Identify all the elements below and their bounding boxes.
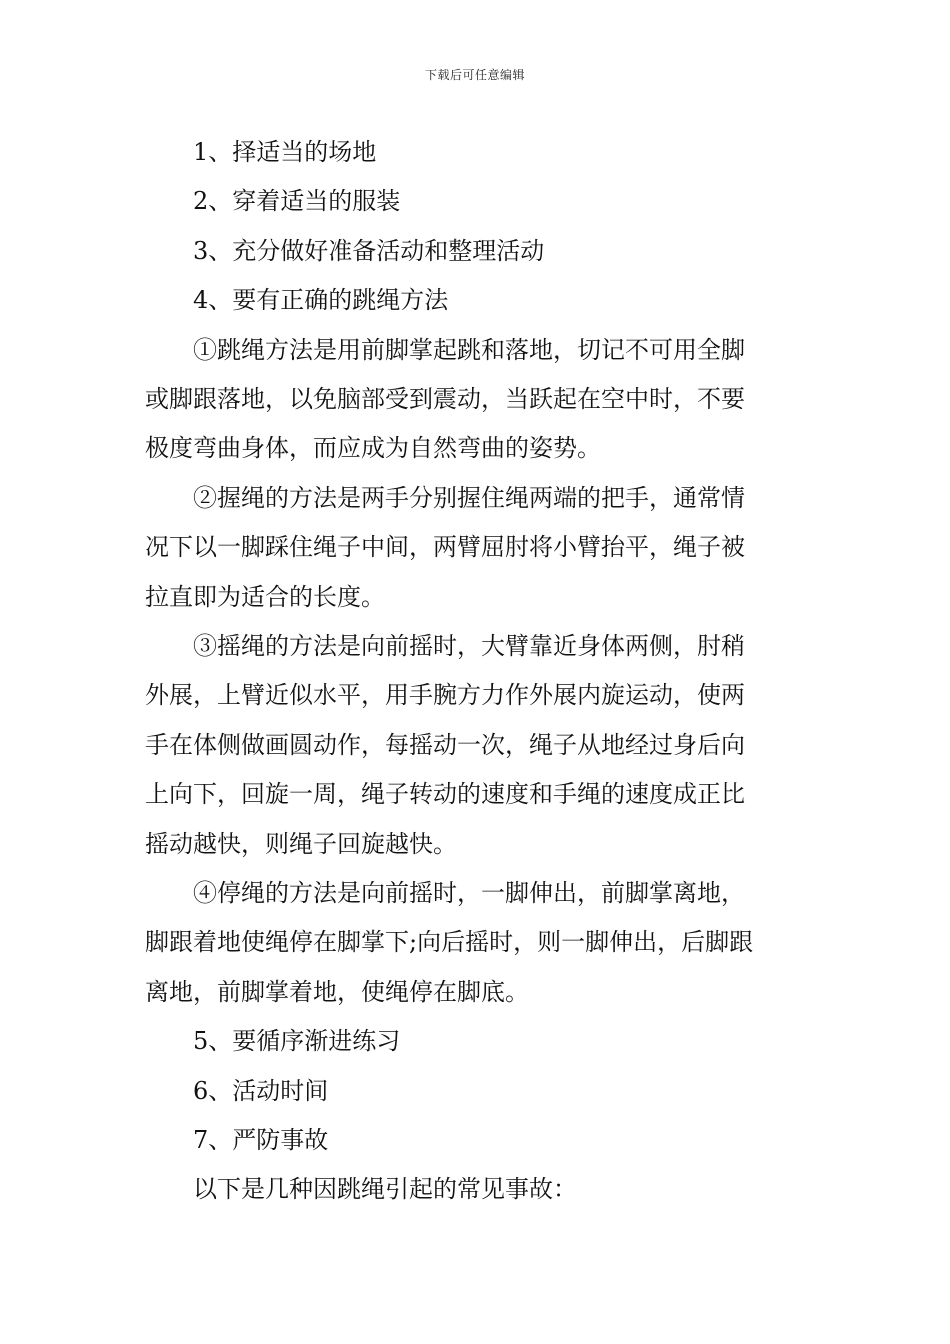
- text-line: 外展，上臂近似水平，用手腕方力作外展内旋运动，使两: [145, 681, 745, 710]
- text-line: 或脚跟落地，以免脑部受到震动，当跃起在空中时，不要: [145, 385, 745, 414]
- accidents-intro: 以下是几种因跳绳引起的常见事故：: [193, 1175, 577, 1204]
- document-body: [145, 128, 807, 1215]
- text-line: 况下以一脚踩住绳子中间，两臂屈肘将小臂抬平，绳子被: [145, 533, 745, 562]
- paragraph-grip-method: [145, 474, 807, 622]
- text-line: ③摇绳的方法是向前摇时，大臂靠近身体两侧，肘稍: [193, 631, 745, 660]
- text-line: ②握绳的方法是两手分别握住绳两端的把手，通常情: [193, 483, 745, 512]
- text-line: 拉直即为适合的长度。: [145, 582, 385, 611]
- list-item-1: 1、择适当的场地: [193, 138, 377, 166]
- list-item-5: 5、要循序渐进练习: [193, 1027, 401, 1056]
- text-line: ①跳绳方法是用前脚掌起跳和落地，切记不可用全脚: [193, 335, 745, 364]
- paragraph-stop-method: [145, 869, 807, 1017]
- paragraph-swing-method: [145, 622, 807, 869]
- text-line: 极度弯曲身体，而应成为自然弯曲的姿势。: [145, 434, 601, 463]
- text-line: 手在体侧做画圆动作，每摇动一次，绳子从地经过身后向: [145, 730, 745, 759]
- text-line: 摇动越快，则绳子回旋越快。: [145, 829, 457, 858]
- page-header-note: 下载后可任意编辑: [424, 68, 525, 82]
- text-line: 上向下，回旋一周，绳子转动的速度和手绳的速度成正比: [145, 780, 745, 809]
- text-line: 离地，前脚掌着地，使绳停在脚底。: [145, 977, 529, 1006]
- list-item-3: 3、充分做好准备活动和整理活动: [193, 236, 545, 265]
- list-item-2: 2、穿着适当的服装: [193, 187, 401, 216]
- list-item-6: 6、活动时间: [193, 1076, 329, 1105]
- paragraph-jump-method: [145, 326, 807, 474]
- text-line: ④停绳的方法是向前摇时，一脚伸出，前脚掌离地，: [193, 878, 745, 907]
- text-line: 脚跟着地使绳停在脚掌下;向后摇时，则一脚伸出，后脚跟: [145, 928, 754, 957]
- list-item-4: 4、要有正确的跳绳方法: [193, 286, 449, 315]
- list-item-7: 7、严防事故: [193, 1125, 329, 1154]
